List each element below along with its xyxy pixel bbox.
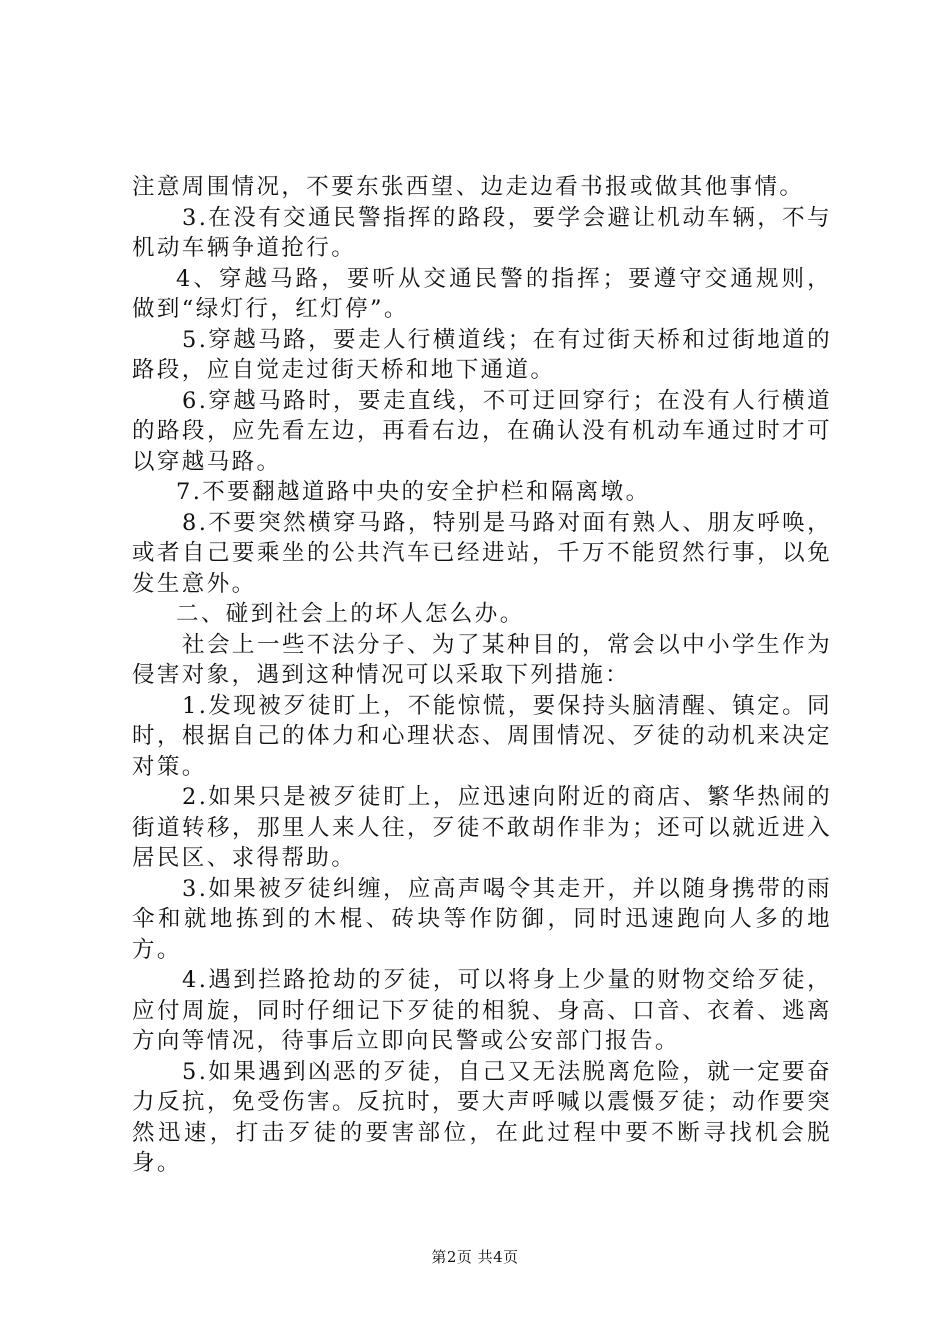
paragraph-item-5: 5.穿越马路，要走人行横道线；在有过街天桥和过街地道的路段，应自觉走过街天桥和地下通道。	[132, 326, 832, 383]
paragraph-measure-1: 1.发现被歹徒盯上，不能惊慌，要保持头脑清醒、镇定。同时，根据自己的体力和心理状态、周围情况、歹徒的动机来决定对策。	[132, 692, 832, 780]
paragraph-measure-2: 2.如果只是被歹徒盯上，应迅速向附近的商店、繁华热闹的街道转移，那里人来人往，歹徒不敢胡作非为；还可以就近进入居民区、求得帮助。	[132, 784, 832, 871]
document-body	[132, 172, 832, 1179]
page-footer: 第2页 共4页	[431, 1248, 519, 1266]
paragraph-continuation: 注意周围情况，不要东张西望、边走边看书报或做其他事情。	[132, 174, 805, 200]
section-heading-2: 二、碰到社会上的坏人怎么办。	[176, 601, 525, 627]
paragraph-item-3: 3.在没有交通民警指挥的路段，要学会避让机动车辆，不与机动车辆争道抢行。	[132, 204, 832, 261]
paragraph-item-4: 4、穿越马路，要听从交通民警的指挥；要遵守交通规则，做到“绿灯行，红灯停”。	[132, 265, 832, 322]
paragraph-item-6: 6.穿越马路时，要走直线，不可迂回穿行；在没有人行横道的路段，应先看左边，再看右边，在确认没有机动车通过时才可以穿越马路。	[132, 387, 832, 475]
paragraph-measure-3: 3.如果被歹徒纠缠，应高声喝令其走开，并以随身携带的雨伞和就地拣到的木棍、砖块等作防御，同时迅速跑向人多的地方。	[132, 875, 832, 963]
paragraph-measure-5: 5.如果遇到凶恶的歹徒，自己又无法脱离危险，就一定要奋力反抗，免受伤害。反抗时，要大声呼喊以震慑歹徒；动作要突然迅速，打击歹徒的要害部位，在此过程中要不断寻找机会脱身。	[132, 1058, 832, 1176]
paragraph-measure-4: 4.遇到拦路抢劫的歹徒，可以将身上少量的财物交给歹徒，应付周旋，同时仔细记下歹徒的相貌、身高、口音、衣着、逃离方向等情况，待事后立即向民警或公安部门报告。	[132, 967, 832, 1054]
paragraph-item-7: 7.不要翻越道路中央的安全护栏和隔离墩。	[176, 479, 651, 505]
paragraph-item-8: 8.不要突然横穿马路，特别是马路对面有熟人、朋友呼唤，或者自己要乘坐的公共汽车已经进站，千万不能贸然行事，以免发生意外。	[132, 509, 832, 597]
paragraph-intro: 社会上一些不法分子、为了某种目的，常会以中小学生作为侵害对象，遇到这种情况可以采取下列措施：	[132, 631, 832, 688]
